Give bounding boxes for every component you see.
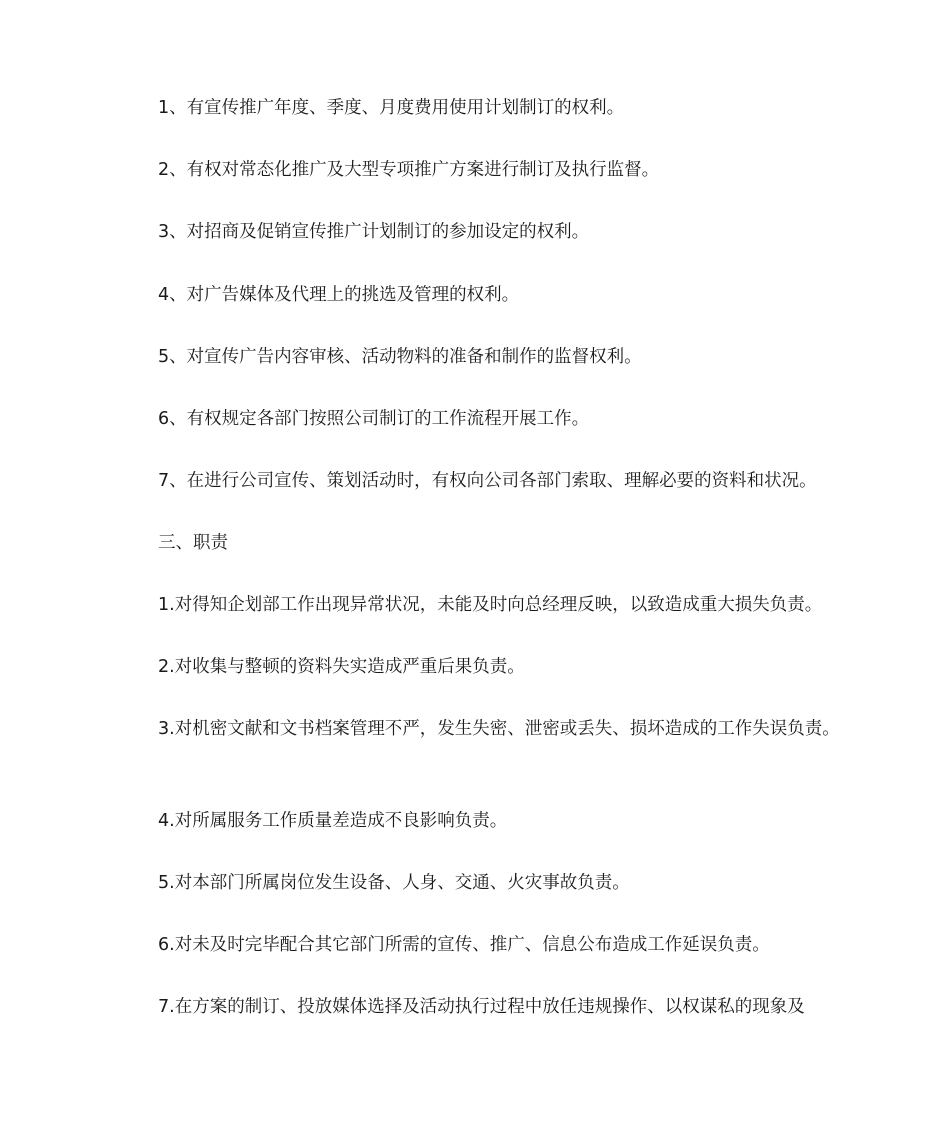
rights-item-1: 1、有宣传推广年度、季度、月度费用使用计划制订的权利。 [158,98,625,118]
rights-item-6: 6、有权规定各部门按照公司制订的工作流程开展工作。 [158,409,590,429]
duty-item-3: 3.对机密文献和文书档案管理不严，发生失密、泄密或丢失、损坏造成的工作失误负责。 [158,719,840,739]
duty-item-7: 7.在方案的制订、投放媒体选择及活动执行过程中放任违规操作、以权谋私的现象及 [158,997,805,1017]
duty-item-5: 5.对本部门所属岗位发生设备、人身、交通、火灾事故负责。 [158,873,630,893]
duty-item-2: 2.对收集与整顿的资料失实造成严重后果负责。 [158,657,525,677]
duties-heading: 三、职责 [158,533,228,553]
rights-item-2: 2、有权对常态化推广及大型专项推广方案进行制订及执行监督。 [158,160,660,180]
rights-item-7: 7、在进行公司宣传、策划活动时，有权向公司各部门索取、理解必要的资料和状况。 [158,471,817,491]
duty-item-1: 1.对得知企划部工作出现异常状况，未能及时向总经理反映，以致造成重大损失负责。 [158,595,823,615]
rights-item-5: 5、对宣传广告内容审核、活动物料的准备和制作的监督权利。 [158,347,642,367]
rights-item-3: 3、对招商及促销宣传推广计划制订的参加设定的权利。 [158,222,590,242]
duty-item-6: 6.对未及时完毕配合其它部门所需的宣传、推广、信息公布造成工作延误负责。 [158,935,770,955]
rights-item-4: 4、对广告媒体及代理上的挑选及管理的权利。 [158,285,520,305]
duty-item-4: 4.对所属服务工作质量差造成不良影响负责。 [158,811,508,831]
